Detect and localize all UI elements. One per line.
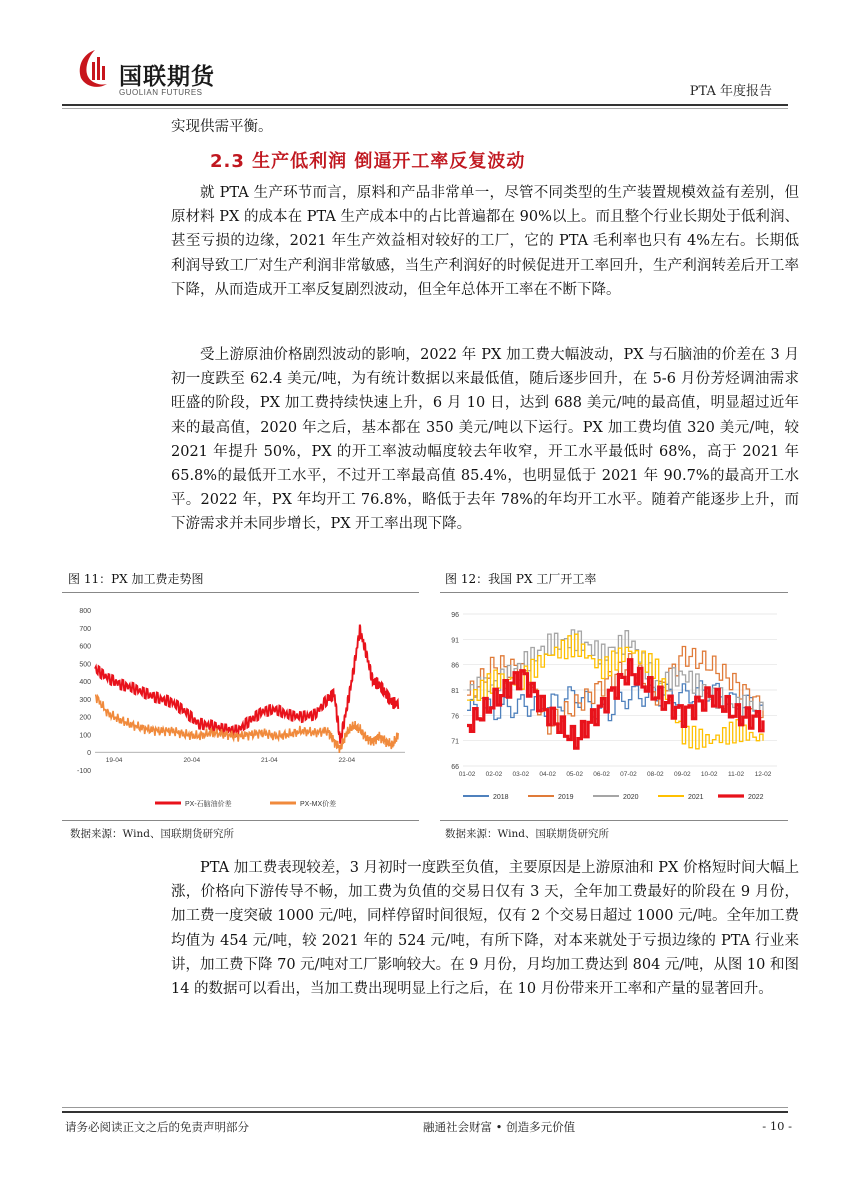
y-tick-label: 71 (451, 738, 459, 746)
x-tick-label: 12-02 (754, 771, 772, 778)
x-tick-label: 03-02 (512, 771, 530, 778)
x-tick-label: 05-02 (566, 771, 583, 778)
figure-11-top-rule (62, 592, 419, 593)
brand-name: 国联期货 (119, 64, 215, 90)
footer-divider-thin (62, 1107, 788, 1108)
x-tick-label: 19-04 (105, 757, 123, 765)
paragraph-3: PTA 加工费表现较差，3 月初时一度跌至负值，主要原因是上游原油和 PX 价格短时间大幅上涨，价格向下游传导不畅，加工费为负值的交易日仅有 3 天，全年加工费最好的阶段在 9 月份，加工费一度突破 1000 元/吨，同样停留时间很短，仅有 2 个交易日超过 1000 元/吨。全年加工费均值为 454 元/吨，较 2021 年的 524 元/吨，有所下降，对本来就处于亏损边缘的 PTA 行业来讲，加工费下降 70 元/吨对工厂影响较大。在 9 月份，月均加工费达到 804 元/吨，从图 10 和图 14 的数据可以看出，当加工费出现明显上行之后，在 10 月份带来开工率和产量的显著回升。 (171, 860, 799, 998)
y-tick-label: 91 (451, 637, 459, 645)
legend-label: PX-石脑油价差 (185, 801, 232, 808)
legend-label: 2022 (748, 794, 764, 801)
x-tick-label: 07-02 (620, 771, 637, 778)
intro-tail-text: 实现供需平衡。 (171, 119, 273, 135)
disclaimer-note: 请务必阅读正文之后的免责声明部分 (65, 1120, 249, 1134)
y-tick-label: 800 (79, 608, 91, 615)
figure-12-source: 数据来源：Wind、国联期货研究所 (445, 828, 609, 840)
y-tick-label: 96 (451, 612, 459, 619)
guolian-logo-icon (75, 48, 115, 90)
y-tick-label: 81 (451, 688, 459, 695)
legend-label: PX-MX价差 (300, 801, 337, 808)
x-tick-label: 20-04 (183, 757, 201, 765)
header-divider (62, 104, 788, 106)
y-tick-label: 200 (79, 714, 91, 722)
y-tick-label: 76 (451, 713, 459, 721)
y-tick-label: 100 (79, 732, 91, 740)
footer-divider (62, 1111, 788, 1113)
figure-11-title: 图 11：PX 加工费走势图 (68, 572, 204, 586)
legend-label: 2018 (493, 794, 509, 801)
figure-12-bottom-rule (440, 820, 788, 821)
legend-label: 2019 (558, 794, 574, 801)
y-tick-label: 0 (87, 750, 91, 758)
y-tick-label: 86 (451, 662, 459, 670)
x-tick-label: 09-02 (673, 771, 691, 778)
y-tick-label: -100 (76, 768, 91, 775)
x-tick-label: 01-02 (458, 771, 476, 778)
y-tick-label: 700 (79, 625, 91, 633)
px-processing-fee-chart (65, 598, 415, 820)
figure-11-source: 数据来源：Wind、国联期货研究所 (70, 828, 234, 840)
footer-slogan: 融通社会财富 • 创造多元价值 (423, 1120, 576, 1134)
brand-name-en: GUOLIAN FUTURES (119, 88, 203, 97)
y-tick-label: 500 (79, 661, 91, 669)
x-tick-label: 02-02 (485, 771, 503, 778)
paragraph-1: 就 PTA 生产环节而言，原料和产品非常单一，尽管不同类型的生产装置规模效益有差别，但原材料 PX 的成本在 PTA 生产成本中的占比普遍都在 90%以上。而且整个行业长期处于低利润、甚至亏损的边缘，2021 年生产效益相对较好的工厂，它的 PTA 毛利率也只有 4%左右。长期低利润导致工厂对生产利润非常敏感，当生产利润好的时候促进开工率回升，生产利润转差后开工率下降，从而造成开工率反复剧烈波动，但全年总体开工率在不断下降。 (171, 185, 799, 298)
y-tick-label: 400 (79, 679, 91, 687)
report-type: PTA 年度报告 (689, 84, 772, 99)
figure-11-bottom-rule (62, 820, 419, 821)
chart-background (65, 598, 415, 820)
figure-12-title: 图 12：我国 PX 工厂开工率 (445, 572, 597, 586)
x-tick-label: 21-04 (261, 757, 278, 765)
y-tick-label: 66 (451, 764, 459, 771)
legend-label: 2021 (688, 794, 704, 801)
x-tick-label: 04-02 (539, 771, 557, 778)
x-tick-label: 10-02 (700, 771, 718, 778)
header-divider-thin (62, 108, 788, 109)
y-tick-label: 600 (79, 643, 91, 651)
section-title: 2.3 生产低利润 倒逼开工率反复波动 (210, 151, 526, 172)
page-header (0, 0, 850, 110)
y-tick-label: 300 (79, 696, 91, 704)
x-tick-label: 08-02 (647, 771, 664, 778)
px-operating-rate-chart (443, 600, 786, 808)
legend-label: 2020 (623, 794, 639, 801)
x-tick-label: 22-04 (338, 757, 356, 765)
paragraph-2: 受上游原油价格剧烈波动的影响，2022 年 PX 加工费大幅波动，PX 与石脑油的价差在 3 月初一度跌至 62.4 美元/吨，为有统计数据以来最低值，随后逐步回升，在 5-6 月份芳烃调油需求旺盛的阶段，PX 加工费持续快速上升，6 月 10 日，达到 688 美元/吨的最高值，明显超过近年来的最高值，2020 年之后，基本都在 350 美元/吨以下运行。PX 加工费均值 320 美元/吨，较 2021 年提升 50%，PX 的开工率波动幅度较去年收窄，开工水平最低时 68%，高于 2021 年 65.8%的最低开工水平，不过开工率最高值 85.4%，也明显低于 2021 年 90.7%的最高开工水平。2022 年，PX 年均开工 76.8%，略低于去年 78%的年均开工水平。随着产能逐步上升，而下游需求并未同步增长，PX 开工率出现下降。 (171, 347, 799, 533)
page-number: - 10 - (762, 1119, 792, 1133)
x-tick-label: 11-02 (728, 771, 745, 778)
figure-12-top-rule (440, 592, 788, 593)
x-tick-label: 06-02 (593, 771, 610, 778)
